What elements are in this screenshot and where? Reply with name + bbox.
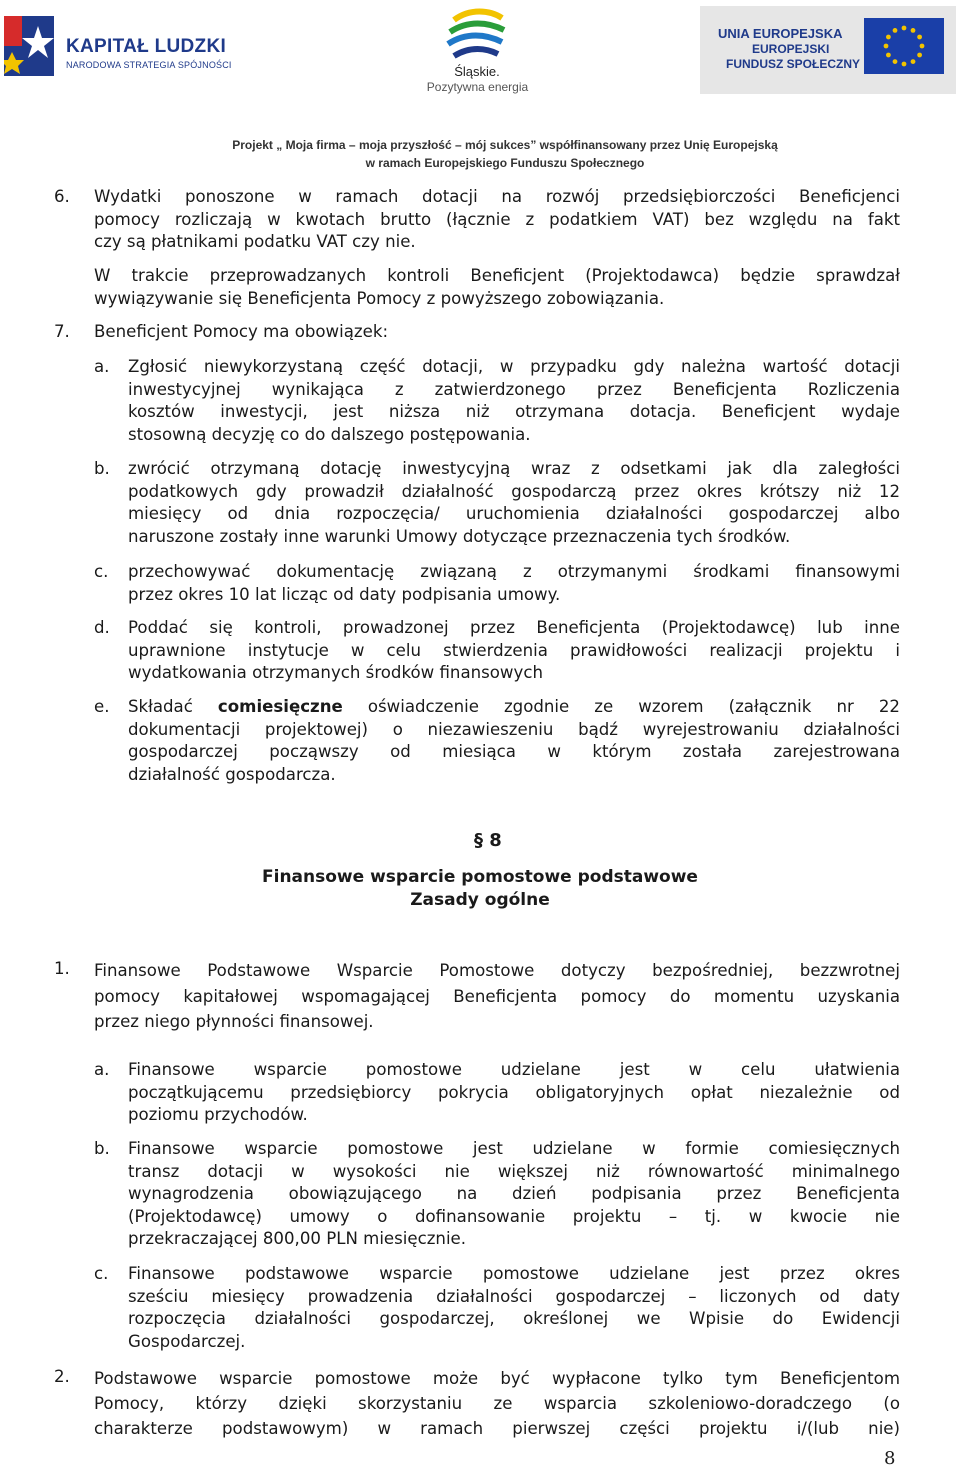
s8-subitem-c-letter: c. — [94, 1264, 109, 1283]
text-line: dokumentacji projektowej) o niezawieszeniu bądź wyrejestrowaniu działalności — [128, 719, 900, 739]
text-line: Podstawowe wsparcie pomostowe może być wypłacone tylko tym Beneficjentom — [94, 1369, 900, 1388]
project-title-line2: w ramach Europejskiego Funduszu Społecznego — [365, 156, 645, 170]
item-6-number: 6. — [54, 187, 70, 206]
text-line: rozpoczęcia działalności gospodarczej, określonej we Wpisie do Ewidencji — [128, 1309, 900, 1328]
text-fragment: Składać — [128, 697, 218, 716]
text-line: zwrócić otrzymaną dotację inwestycyjną wraz z odsetkami jak dla zaległości — [128, 459, 900, 478]
subitem-a-letter: a. — [94, 357, 110, 376]
eu-fund-line2: FUNDUSZ SPOŁECZNY — [726, 57, 861, 71]
item-7-text: Beneficjent Pomocy ma obowiązek: — [94, 322, 389, 341]
text-fragment: oświadczenie zgodnie ze wzorem (załącznik nr 22 — [342, 697, 900, 716]
subitem-e-text — [128, 696, 900, 786]
text-line: inwestycyjnej wynikająca z zatwierdzonego przez Beneficjenta Rozliczenia — [128, 379, 900, 399]
text-line: Wydatki ponoszone w ramach dotacji na rozwój przedsiębiorczości Beneficjenci — [94, 187, 900, 206]
subitem-d-letter: d. — [94, 618, 110, 637]
item-7-number: 7. — [54, 322, 70, 341]
text-line: Finansowe wsparcie pomostowe jest udzielane w formie comiesięcznych — [128, 1139, 900, 1158]
text-line: wynagrodzenia obowiązującego na dzień podpisania przez Beneficjenta — [128, 1184, 900, 1203]
item-6-control-text — [94, 265, 900, 310]
slaskie-tagline: Pozytywna energia — [426, 80, 529, 94]
text-line: poziomu przychodów. — [128, 1105, 308, 1124]
text-line: (Projektodawcę) umowy o dofinansowanie projektu – tj. w kwocie nie — [128, 1206, 900, 1226]
section-subtitle: Zasady ogólne — [410, 890, 550, 910]
text-line: pomocy kapitałowej wspomagającej Beneficjenta pomocy do momentu uzyskania — [94, 986, 900, 1006]
text-line: charakterze podstawowym) w ramach pierwszej części projektu i/(lub nie) — [94, 1419, 900, 1438]
text-line: uprawnione instytucje w celu stwierdzenia prawidłowości realizacji projektu i — [128, 640, 900, 660]
text-line: miesięcy od dnia rozpoczęcia/ uruchomienia działalności gospodarczej albo — [128, 504, 900, 523]
s8-item-1-number: 1. — [54, 959, 70, 978]
text-line: stosowną decyzję co do dalszego postępowania. — [128, 424, 531, 444]
text-line: Zgłosić niewykorzystaną część dotacji, w przypadku gdy należna wartość dotacji — [128, 357, 900, 376]
text-line: gospodarczej począwszy od miesiąca w którym została zarejestrowana — [128, 742, 900, 761]
s8-item-2-number: 2. — [54, 1367, 70, 1386]
text-line: sześciu miesięcy prowadzenia działalności gospodarczej – liczonych od daty — [128, 1286, 900, 1306]
eu-flag-icon — [864, 18, 944, 74]
text-line: wywiązywanie się Beneficjenta Pomocy z powyższego zobowiązania. — [94, 288, 665, 308]
bold-word: comiesięczne — [217, 697, 343, 716]
text-line: podatkowych gdy prowadził działalność gospodarczą przez okres krótszy niż 12 — [128, 481, 900, 501]
text-line: pomocy rozliczają w kwotach brutto (łącznie z podatkiem VAT) bez względu na fakt — [94, 209, 900, 229]
subitem-c-letter: c. — [94, 562, 109, 581]
s8-subitem-a-text — [128, 1059, 900, 1127]
subitem-b-letter: b. — [94, 459, 110, 478]
subitem-d-text — [128, 617, 900, 685]
text-line: Pomocy, którzy dzięki skorzystaniu ze wsparcia szkoleniowo-doradczego (o — [94, 1394, 900, 1413]
kapital-ludzki-title: KAPITAŁ LUDZKI — [66, 36, 227, 57]
s8-subitem-b-text — [128, 1138, 900, 1251]
item-6-text — [94, 186, 900, 254]
project-title-line1: Projekt „ Moja firma – moja przyszłość – mój sukces” współfinansowany przez Unię Europejską — [232, 138, 778, 152]
text-line: W trakcie przeprowadzanych kontroli Beneficjent (Projektodawca) będzie sprawdzał — [94, 266, 900, 285]
paragraph-number: § 8 — [474, 830, 502, 851]
text-line: naruszone zostały inne warunki Umowy dotyczące przeznaczenia tych środków. — [128, 526, 791, 546]
section-title: Finansowe wsparcie pomostowe podstawowe — [262, 867, 698, 887]
text-line — [128, 696, 900, 719]
text-line: Finansowe podstawowe wsparcie pomostowe udzielane jest przez okres — [128, 1264, 900, 1283]
subitem-a-text — [128, 356, 900, 446]
text-line: przekraczającej 800,00 PLN miesięcznie. — [128, 1229, 467, 1248]
eu-title: UNIA EUROPEJSKA — [718, 26, 843, 41]
text-line: przechowywać dokumentację związaną z otrzymanymi środkami finansowymi — [128, 562, 900, 581]
text-line: Gospodarczej. — [128, 1331, 246, 1351]
text-line: Poddać się kontroli, prowadzonej przez Beneficjenta (Projektodawcę) lub inne — [128, 618, 900, 637]
text-line: przez niego płynności finansowej. — [94, 1012, 374, 1031]
eu-fund-line1: EUROPEJSKI — [752, 42, 830, 56]
subitem-b-text — [128, 458, 900, 548]
s8-subitem-c-text — [128, 1263, 900, 1353]
text-line: czy są płatnikami podatku VAT czy nie. — [94, 232, 416, 251]
subitem-e-letter: e. — [94, 697, 110, 716]
s8-item-2-text — [94, 1366, 900, 1441]
text-line: wydatkowania otrzymanych środków finansowych — [128, 663, 543, 682]
text-line: kosztów inwestycji, jest niższa niż otrzymana dotacja. Beneficjent wydaje — [128, 402, 900, 421]
slaskie-logo-icon — [440, 6, 516, 62]
kapital-ludzki-logo-icon — [4, 6, 60, 80]
text-line: Finansowe wsparcie pomostowe udzielane jest w celu ułatwienia — [128, 1060, 900, 1079]
text-line: przez okres 10 lat licząc od daty podpisania umowy. — [128, 584, 561, 604]
text-line: Finansowe Podstawowe Wsparcie Pomostowe dotyczy bezpośredniej, bezzwrotnej — [94, 961, 900, 980]
s8-subitem-b-letter: b. — [94, 1139, 110, 1158]
text-line: transz dotacji w wysokości nie większej niż równowartość minimalnego — [128, 1161, 900, 1181]
slaskie-name: Śląskie. — [454, 64, 500, 79]
text-line: działalność gospodarcza. — [128, 764, 336, 784]
s8-item-1-text — [94, 958, 900, 1035]
subitem-c-text — [128, 561, 900, 606]
s8-subitem-a-letter: a. — [94, 1060, 110, 1079]
page-number: 8 — [884, 1448, 896, 1469]
kapital-ludzki-subtitle: NARODOWA STRATEGIA SPÓJNOŚCI — [66, 60, 232, 70]
text-line: początkującemu przedsiębiorcy pokrycia obligatoryjnych opłat niezależnie od — [128, 1082, 900, 1102]
